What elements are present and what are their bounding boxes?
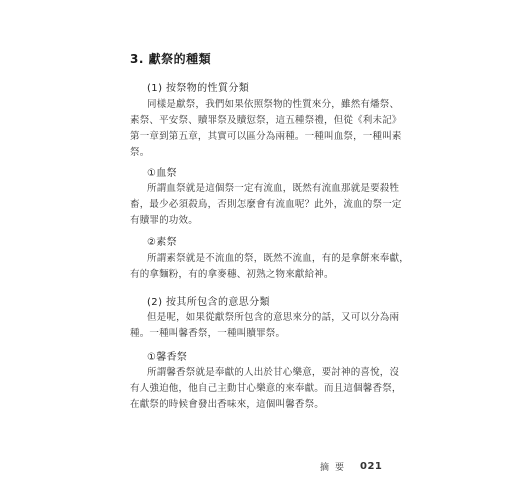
paragraph-line: 祭。	[130, 147, 150, 158]
running-footer-label: 摘要	[320, 463, 351, 473]
blood-offering-paragraph	[130, 181, 402, 229]
paragraph-line: 有贖罪的功效。	[130, 215, 198, 226]
paragraph-line: 在獻祭的時候會發出香味來，這個叫馨香祭。	[130, 399, 325, 410]
paragraph-line: 所謂血祭就是這個祭一定有流血，既然有流血那就是要殺牲	[147, 183, 400, 194]
paragraph-line: 有的拿麵粉，有的拿麥穗、初熟之物來獻給神。	[130, 269, 334, 280]
blood-offering-title: ①血祭	[147, 168, 177, 179]
page-footer	[320, 460, 382, 473]
grain-offering-paragraph	[130, 251, 409, 283]
part1-intro-paragraph	[130, 97, 402, 161]
paragraph-line: 素祭、平安祭、贖罪祭及贖愆祭，這五種祭禮，但從《利未記》	[130, 115, 402, 126]
part1-heading: (1) 按祭物的性質分類	[147, 83, 250, 94]
paragraph-line: 但是呢，如果從獻祭所包含的意思來分的話，又可以分為兩	[147, 312, 400, 323]
page-number: 021	[360, 461, 383, 472]
paragraph-line: 有人強迫他，他自己主動甘心樂意的來奉獻。而且這個馨香祭，	[130, 383, 402, 394]
paragraph-line: 所謂馨香祭就是奉獻的人出於甘心樂意，要討神的喜悅，沒	[147, 367, 400, 378]
part2-intro-paragraph	[130, 310, 400, 342]
section-title: 3. 獻祭的種類	[130, 52, 212, 66]
grain-offering-title: ②素祭	[147, 237, 177, 248]
paragraph-line: 所謂素祭就是不流血的祭，既然不流血，有的是拿餅來奉獻，	[147, 253, 409, 264]
paragraph-line: 畜，最少必須殺鳥，否則怎麼會有流血呢？此外，流血的祭一定	[130, 199, 402, 210]
paragraph-line: 同樣是獻祭，我們如果依照祭物的性質來分，雖然有燔祭、	[147, 99, 400, 110]
sweet-savor-offering-title: ①馨香祭	[147, 352, 188, 363]
paragraph-line: 第一章到第五章，其實可以區分為兩種。一種叫血祭，一種叫素	[130, 131, 402, 142]
paragraph-line: 種。一種叫馨香祭，一種叫贖罪祭。	[130, 328, 286, 339]
sweet-savor-offering-paragraph	[130, 365, 402, 413]
part2-heading: (2) 按其所包含的意思分類	[147, 297, 270, 308]
